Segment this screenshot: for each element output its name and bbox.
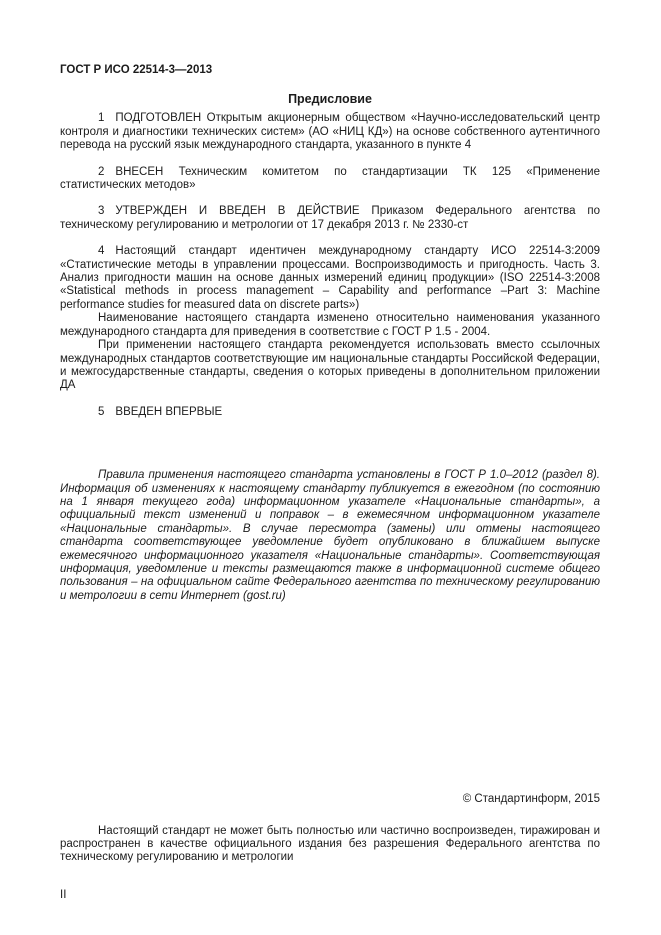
foreword-item-5-text: ВВЕДЕН ВПЕРВЫЕ	[115, 405, 223, 418]
foreword-note-references: При применении настоящего стандарта рекомендуется использовать вместо ссылочных международных стандартов соответствующие им национальные стандарты Российской Федерации, и межгосударственные стандарты, сведения о которых приведены в дополнительном приложении ДА	[60, 339, 600, 392]
page-number: II	[60, 888, 67, 901]
foreword-item-1	[60, 112, 600, 152]
foreword-note-rename: Наименование настоящего стандарта изменено относительно наименования указанного международного стандарта для приведения в соответствие с ГОСТ Р 1.5 - 2004.	[60, 312, 600, 338]
foreword-item-3-number: 3	[98, 205, 105, 218]
document-code: ГОСТ Р ИСО 22514-3—2013	[60, 64, 213, 76]
page-title: Предисловие	[288, 92, 372, 107]
foreword-item-4-text: Настоящий стандарт идентичен международному стандарту ИСО 22514-3:2009 «Статистические методы в управлении процессами. Воспроизводимость и пригодность. Часть 3. Анализ пригодности машин на основе данных измерений единиц продукции» (ISO 22514-3:2008 «Statistical methods in process management – Capability and performance –Part 3: Machine performance studies for measured data on discrete parts»)	[60, 245, 600, 311]
foreword-item-3	[60, 205, 600, 232]
foreword-item-1-text: ПОДГОТОВЛЕН Открытым акционерным обществом «Научно-исследовательский центр контроля и диагностики технических систем» (АО «НИЦ КД») на основе собственного аутентичного перевода на русский язык международного стандарта, указанного в пункте 4	[60, 112, 600, 152]
foreword-item-3-text: УТВЕРЖДЕН И ВВЕДЕН В ДЕЙСТВИЕ Приказом Федерального агентства по техническому регулированию и метрологии от 17 декабря 2013 г. № 2330-ст	[60, 205, 600, 231]
foreword-item-1-number: 1	[98, 112, 105, 125]
foreword-item-5	[60, 406, 600, 419]
copyright-line: © Стандартинформ, 2015	[462, 793, 600, 806]
foreword-item-2-text: ВНЕСЕН Техническим комитетом по стандартизации ТК 125 «Применение статистических методов»	[60, 165, 600, 192]
application-rules-notice: Правила применения настоящего стандарта установлены в ГОСТ Р 1.0–2012 (раздел 8). Информация об изменениях к настоящему стандарту публикуется в ежегодном (по состоянию на 1 января текущего года) информационном указателе «Национальные стандарты», а официальный текст изменений и поправок – в ежемесячном информационном указателе «Национальные стандарты». В случае пересмотра (замены) или отмены настоящего стандарта соответствующее уведомление будет опубликовано в ближайшем выпуске ежемесячного информационного указателя «Национальные стандарты». Соответствующая информация, уведомление и тексты размещаются также в информационной системе общего пользования – на официальном сайте Федерального агентства по техническому регулированию и метрологии в сети Интернет (gost.ru)	[60, 469, 600, 602]
foreword-item-2-number: 2	[98, 165, 105, 178]
foreword-item-4	[60, 245, 600, 312]
foreword-item-5-number: 5	[98, 405, 105, 418]
foreword-item-4-number: 4	[98, 245, 105, 258]
reproduction-notice: Настоящий стандарт не может быть полностью или частично воспроизведен, тиражирован и распространен в качестве официального издания без разрешения Федерального агентства по техническому регулированию и метрологии	[60, 824, 600, 864]
foreword-item-2	[60, 166, 600, 193]
